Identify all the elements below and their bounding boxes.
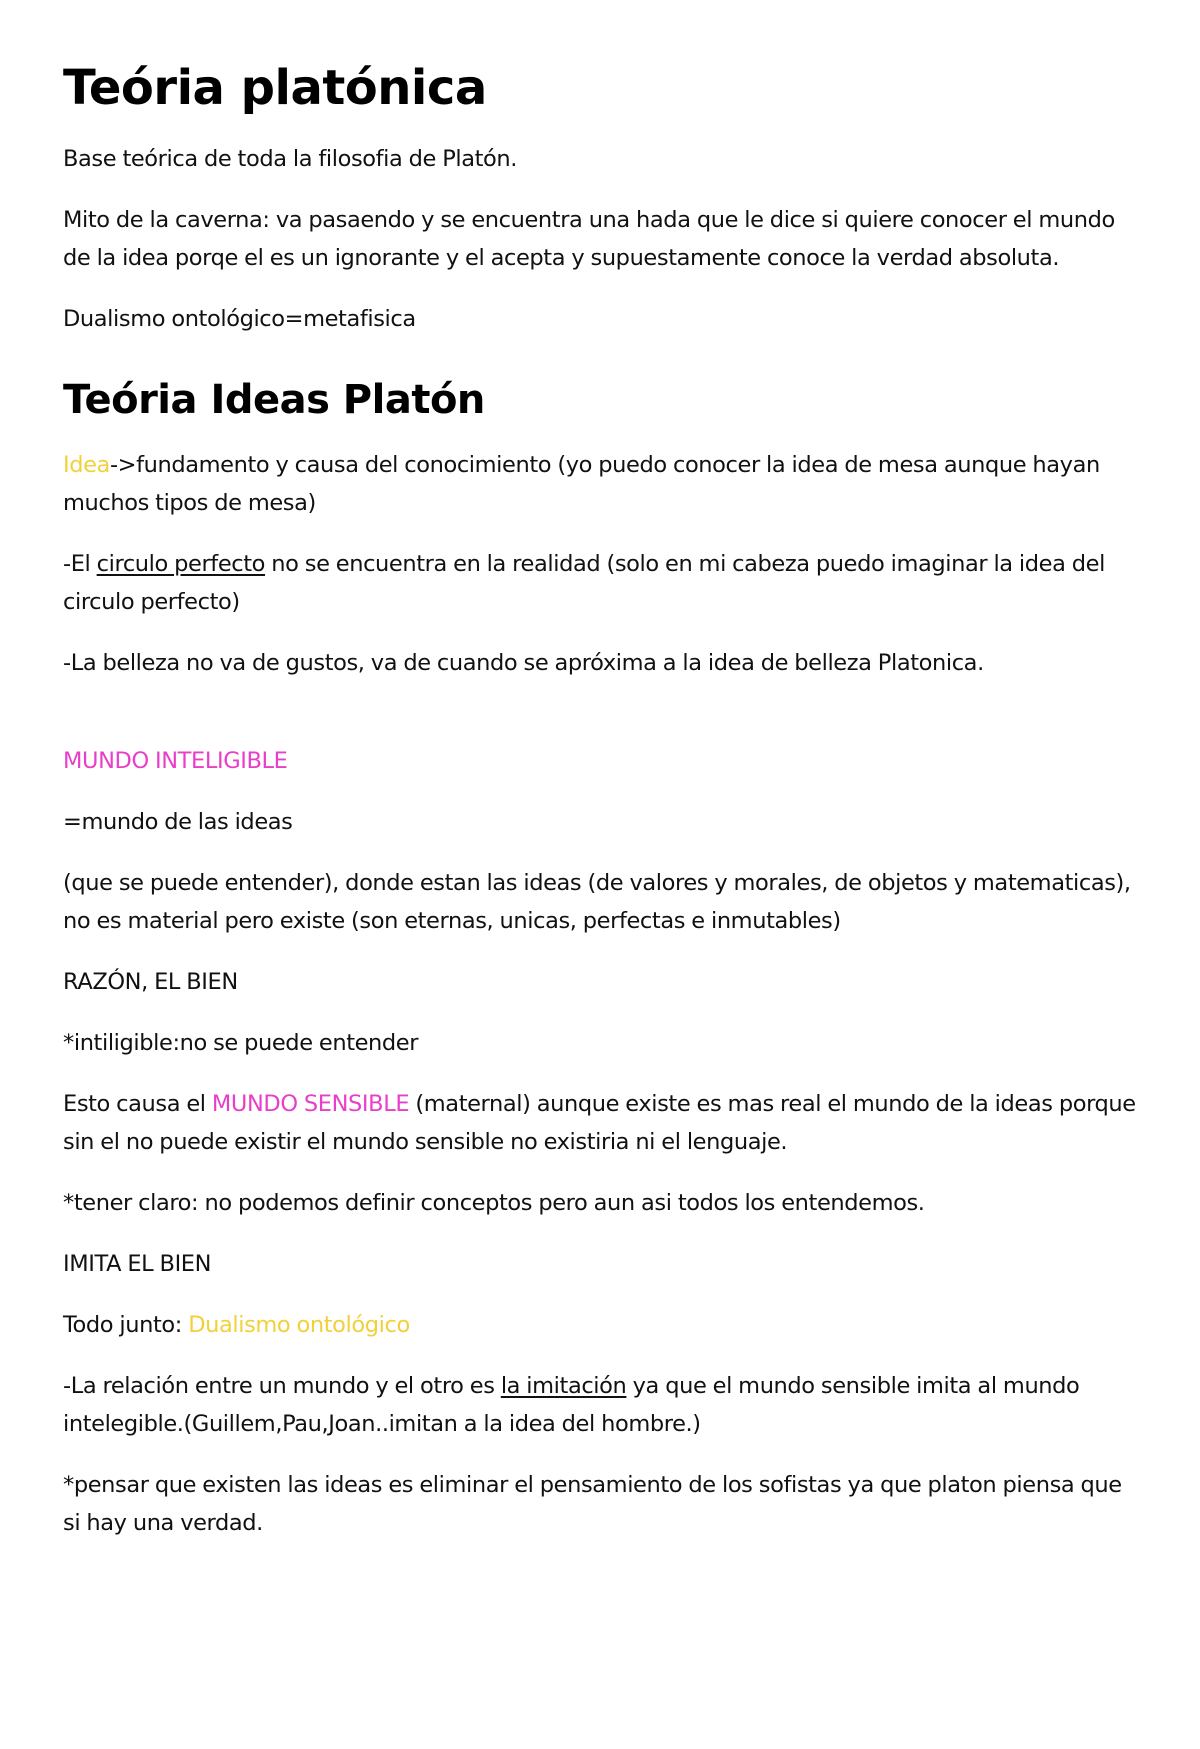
razon-paragraph: RAZÓN, EL BIEN — [63, 968, 238, 995]
relacion-paragraph — [63, 1367, 1143, 1443]
page-title: Teória platónica — [63, 60, 487, 116]
sensible-pre: Esto causa el — [63, 1090, 212, 1117]
intiligible-paragraph: *intiligible:no se puede entender — [63, 1029, 419, 1056]
idea-paragraph — [63, 446, 1143, 522]
todo-junto-highlight: Dualismo ontológico — [188, 1311, 410, 1338]
intro-paragraph: Base teórica de toda la filosofia de Platón. — [63, 145, 518, 172]
sensible-paragraph — [63, 1085, 1143, 1161]
relacion-pre: -La relación entre un mundo y el otro es — [63, 1372, 501, 1399]
document-page — [63, 60, 1143, 1565]
entender-paragraph: (que se puede entender), donde estan las ideas (de valores y morales, de objetos y matematicas), no es material pero existe (son eternas, unicas, perfectas e inmutables) — [63, 869, 1131, 934]
idea-highlight: Idea — [63, 451, 110, 478]
mundo-ideas-paragraph: =mundo de las ideas — [63, 808, 293, 835]
sensible-highlight: MUNDO SENSIBLE — [211, 1090, 410, 1117]
circulo-post: no se encuentra en la realidad (solo en mi cabeza puedo imaginar la idea del circulo perfecto) — [63, 550, 1105, 615]
relacion-post: ya que el mundo sensible imita al mundo intelegible.(Guillem,Pau,Joan..imitan a la idea del hombre.) — [63, 1372, 1080, 1437]
imita-paragraph: IMITA EL BIEN — [63, 1250, 212, 1277]
tener-claro-paragraph: *tener claro: no podemos definir conceptos pero aun asi todos los entendemos. — [63, 1189, 925, 1216]
relacion-underlined: la imitación — [500, 1372, 627, 1399]
pensar-paragraph: *pensar que existen las ideas es eliminar el pensamiento de los sofistas ya que platon piensa que si hay una verdad. — [63, 1471, 1122, 1536]
idea-text: ->fundamento y causa del conocimiento (yo puedo conocer la idea de mesa aunque hayan muchos tipos de mesa) — [63, 451, 1100, 516]
circulo-paragraph — [63, 545, 1143, 621]
mito-paragraph: Mito de la caverna: va pasaendo y se encuentra una hada que le dice si quiere conocer el mundo de la idea porqe el es un ignorante y el acepta y supuestamente conoce la verdad absoluta. — [63, 206, 1115, 271]
mundo-inteligible-heading: MUNDO INTELIGIBLE — [63, 747, 288, 774]
circulo-pre: -El — [63, 550, 97, 577]
todo-junto-pre: Todo junto: — [63, 1311, 189, 1338]
blank-line — [63, 705, 1143, 742]
circulo-underlined: circulo perfecto — [96, 550, 266, 577]
belleza-paragraph: -La belleza no va de gustos, va de cuando se apróxima a la idea de belleza Platonica. — [63, 649, 984, 676]
section-title-ideas: Teória Ideas Platón — [63, 376, 485, 423]
sensible-post: (maternal) aunque existe es mas real el mundo de la ideas porque sin el no puede existir el mundo sensible no existiria ni el lenguaje. — [63, 1090, 1136, 1155]
todo-junto-paragraph — [63, 1306, 1143, 1344]
dualismo-definition: Dualismo ontológico=metafisica — [63, 305, 416, 332]
